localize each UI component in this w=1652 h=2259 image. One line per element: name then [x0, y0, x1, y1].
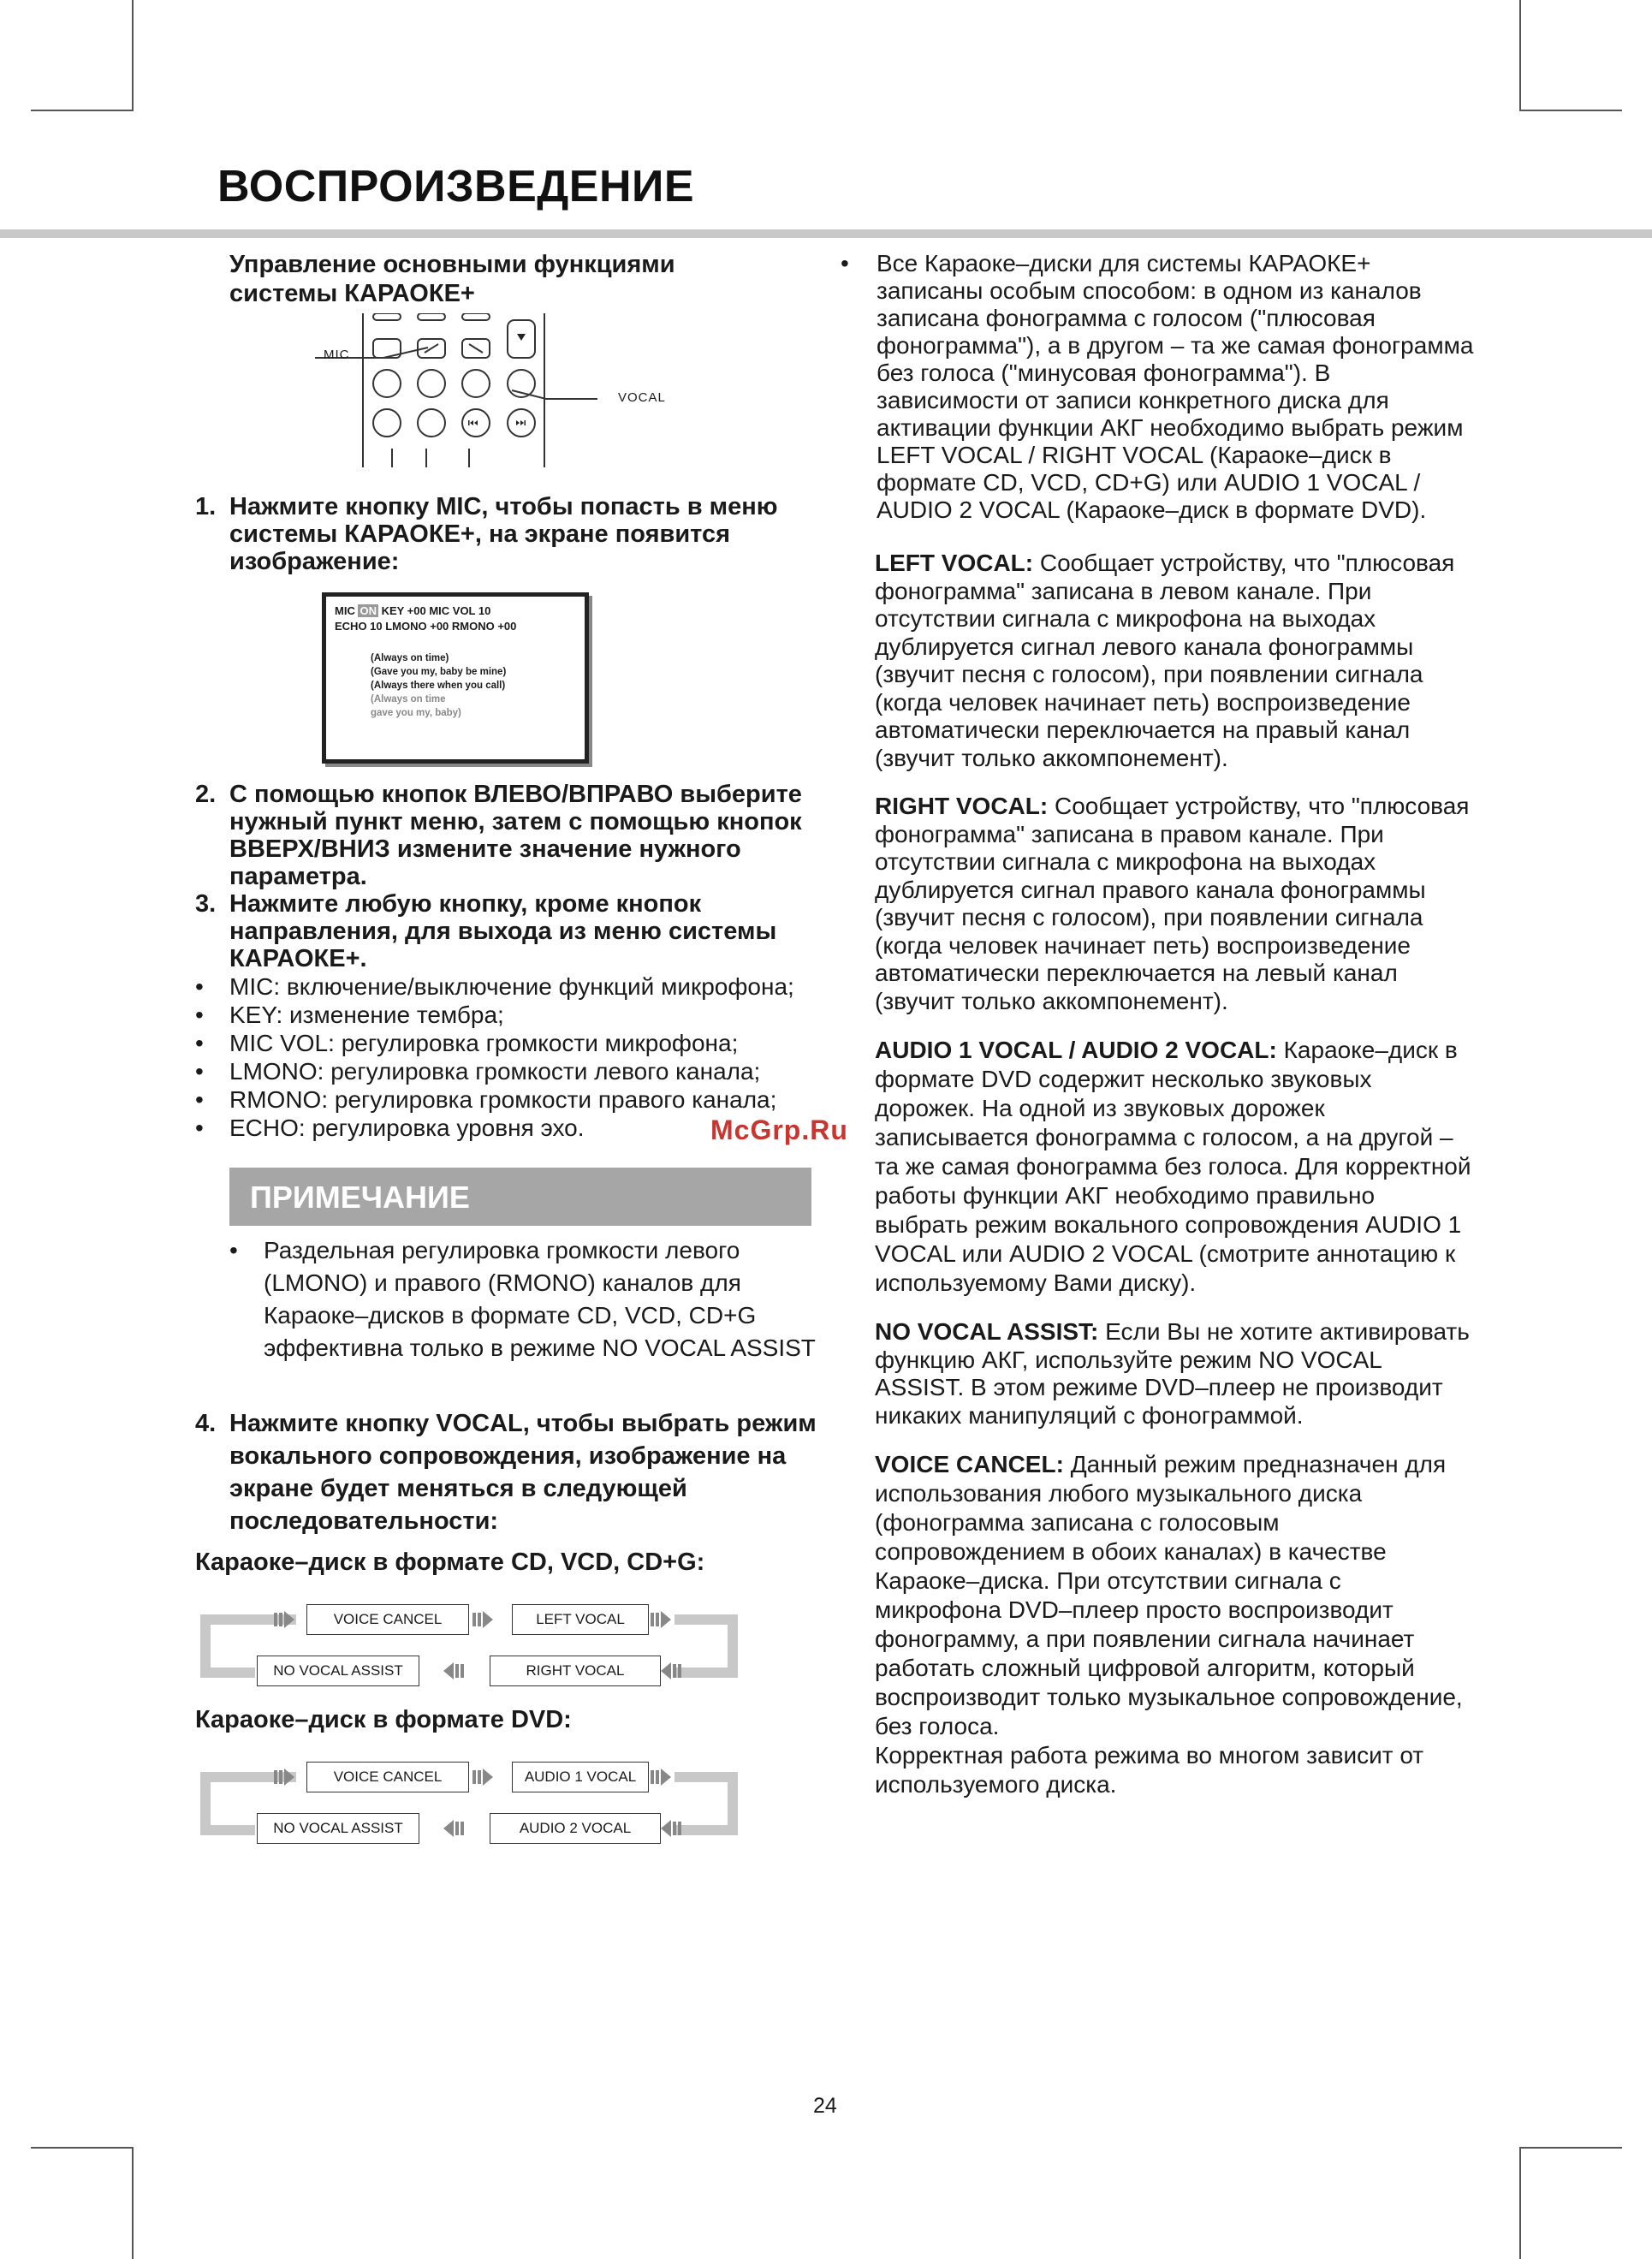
block-label: RIGHT VOCAL:	[875, 793, 1049, 819]
step-number: 2.	[195, 781, 217, 808]
lyric-line: (Gave you my, baby be mine)	[371, 667, 507, 677]
mode-audio-1-vocal: AUDIO 1 VOCAL	[512, 1762, 649, 1792]
step-3	[195, 890, 820, 972]
screen-line-2: ECHO 10 LMONO +00 RMONO +00	[335, 620, 517, 633]
cd-diagram-heading: Караоке–диск в формате CD, VCD, CD+G:	[195, 1549, 705, 1576]
mode-no-vocal-assist: NO VOCAL ASSIST	[257, 1656, 419, 1686]
block-label: NO VOCAL ASSIST:	[875, 1318, 1099, 1345]
block-label: VOICE CANCEL:	[875, 1451, 1064, 1477]
no-vocal-assist-block	[875, 1318, 1474, 1430]
block-text: Если Вы не хотите активировать функцию АКГ, используйте режим NO VOCAL ASSIST. В этом режиме DVD–плеер не производит никаких манипуляций с фонограммой.	[875, 1318, 1470, 1429]
mode-no-vocal-assist: NO VOCAL ASSIST	[257, 1813, 419, 1844]
crop-mark	[1519, 2147, 1622, 2149]
crop-mark	[31, 110, 134, 111]
mic-label: MIC	[324, 348, 350, 362]
block-text: Сообщает устройству, что "плюсовая фонограмма" записана в правом канале. При отсутствии сигнала с микрофона на выходах дублируется сигнал правого канала фонограммы (звучит песня с голосом), при появлении сигнала (когда человек начинает петь) воспроизведение автоматически переключается на левый канал (звучит только аккомпонемент).	[875, 793, 1470, 1014]
voice-cancel-block	[875, 1450, 1474, 1799]
block-text: Данный режим предназначен для использования любого музыкального диска (фонограмма записана с голосовым сопровождением в обоих каналах) в качестве Караоке–диска. При отсутствии сигнала с микрофона DVD–плеер просто воспроизводит фонограмму, а при появлении сигнала начинает работать сложный цифровой алгоритм, который воспроизводит только музыкальное сопровождение, без голоса.	[875, 1451, 1463, 1739]
mode-voice-cancel: VOICE CANCEL	[306, 1604, 469, 1635]
step-number: 4.	[195, 1410, 217, 1437]
right-vocal-block	[875, 793, 1474, 1015]
mode-right-vocal: RIGHT VOCAL	[490, 1656, 661, 1686]
step-2	[195, 781, 829, 890]
mode-left-vocal: LEFT VOCAL	[512, 1604, 649, 1635]
lyric-line: (Always on time)	[371, 653, 449, 663]
note-heading: ПРИМЕЧАНИЕ	[229, 1168, 811, 1226]
list-item: • LMONO: регулировка громкости левого канала;	[195, 1057, 829, 1085]
block-label: LEFT VOCAL:	[875, 550, 1034, 576]
crop-mark	[132, 0, 134, 111]
section-title: Управление основными функциями системы КАРАОКЕ+	[229, 251, 675, 307]
dvd-mode-sequence	[195, 1760, 743, 1846]
remote-control-icon	[315, 313, 794, 467]
lyric-line-dim: gave you my, baby)	[371, 708, 461, 718]
list-item: • KEY: изменение тембра;	[195, 1001, 829, 1029]
step-text: Нажмите кнопку MIC, чтобы попасть в меню системы КАРАОКЕ+, на экране появится изображение:	[229, 493, 778, 575]
remote-illustration	[195, 313, 829, 467]
list-item: • RMONO: регулировка громкости правого канала;	[195, 1085, 829, 1114]
page-number: 24	[813, 2094, 837, 2118]
screen-line-1	[335, 603, 576, 619]
watermark: McGrp.Ru	[710, 1115, 848, 1145]
mode-voice-cancel: VOICE CANCEL	[306, 1762, 469, 1792]
screen-selected-value: ON	[360, 604, 377, 617]
block-text: Караоке–диск в формате DVD содержит несколько звуковых дорожек. На одной из звуковых дорожек записывается фонограмма с голосом, а на другой – та же самая фонограмма без голоса. Для корректной работы функции АКГ необходимо правильно выбрать режим вокального сопровождения AUDIO 1 VOCAL или AUDIO 2 VOCAL (смотрите аннотацию к используемому Вами диску).	[875, 1037, 1471, 1296]
intro-paragraph: • Все Караоке–диски для системы КАРАОКЕ+ записаны особым способом: в одном из каналов записана фонограмма с голосом ("плюсовая фонограмма"), а в другом – та же самая фонограмма без голоса ("минусовая фонограмма"). В зависимости от записи конкретного диска для активации функции АКГ необходимо выбрать режим LEFT VOCAL / RIGHT VOCAL (Караоке–диск в формате CD, VCD, CD+G) или AUDIO 1 VOCAL / AUDIO 2 VOCAL (Караоке–диск в формате DVD).	[841, 250, 1474, 524]
step-text: Нажмите кнопку VOCAL, чтобы выбрать режим вокального сопровождения, изображение на экране будет меняться в следующей последовательности:	[229, 1410, 817, 1535]
left-column	[195, 250, 829, 1846]
step-number: 3.	[195, 890, 217, 918]
note-text: • Раздельная регулировка громкости левого (LMONO) и правого (RMONO) каналов для Караоке–дисков в формате CD, VCD, CD+G эффективна только в режиме NO VOCAL ASSIST	[229, 1234, 829, 1364]
step-4	[195, 1407, 820, 1537]
list-item: • MIC VOL: регулировка громкости микрофона;	[195, 1029, 829, 1057]
karaoke-menu-screen	[322, 592, 589, 764]
step-1	[195, 493, 820, 575]
lyric-line-dim: (Always on time	[371, 694, 446, 704]
crop-mark	[1519, 110, 1622, 111]
left-vocal-block	[875, 550, 1474, 772]
block-label: AUDIO 1 VOCAL / AUDIO 2 VOCAL:	[875, 1037, 1277, 1063]
step-number: 1.	[195, 493, 217, 520]
screen-mic-label: MIC	[335, 604, 359, 617]
crop-mark	[1519, 2147, 1521, 2259]
list-item: • ECHO: регулировка уровня эхо.	[195, 1114, 829, 1142]
crop-mark	[132, 2147, 134, 2259]
dvd-diagram-heading: Караоке–диск в формате DVD:	[195, 1706, 572, 1733]
right-column	[875, 250, 1474, 1799]
audio-vocal-block	[875, 1036, 1474, 1298]
vocal-label: VOCAL	[618, 390, 666, 405]
step-text: Нажмите любую кнопку, кроме кнопок направления, для выхода из меню системы КАРАОКЕ+.	[229, 890, 777, 972]
step-text: С помощью кнопок ВЛЕВО/ВПРАВО выберите нужный пункт меню, затем с помощью кнопок ВВЕРХ/ВНИЗ измените значение нужного параметра.	[229, 781, 802, 890]
screen-line-1-rest: KEY +00 MIC VOL 10	[377, 604, 491, 617]
list-item: • MIC: включение/выключение функций микрофона;	[195, 972, 829, 1001]
block-extra-text: Корректная работа режима во многом зависит от используемого диска.	[875, 1742, 1424, 1798]
page-title: ВОСПРОИЗВЕДЕНИЕ	[217, 162, 695, 211]
mode-audio-2-vocal: AUDIO 2 VOCAL	[490, 1813, 661, 1844]
lyric-line: (Always there when you call)	[371, 681, 506, 691]
block-text: Сообщает устройству, что "плюсовая фонограмма" записана в левом канале. При отсутствии сигнала с микрофона на выходах дублируется сигнал левого канала фонограммы (звучит песня с голосом), при появлении сигнала (когда человек начинает петь) воспроизведение автоматически переключается на правый канал (звучит только аккомпонемент).	[875, 550, 1455, 771]
crop-mark	[31, 2147, 134, 2149]
crop-mark	[1519, 0, 1521, 111]
cd-mode-sequence	[195, 1602, 743, 1688]
title-rule	[0, 229, 1652, 238]
